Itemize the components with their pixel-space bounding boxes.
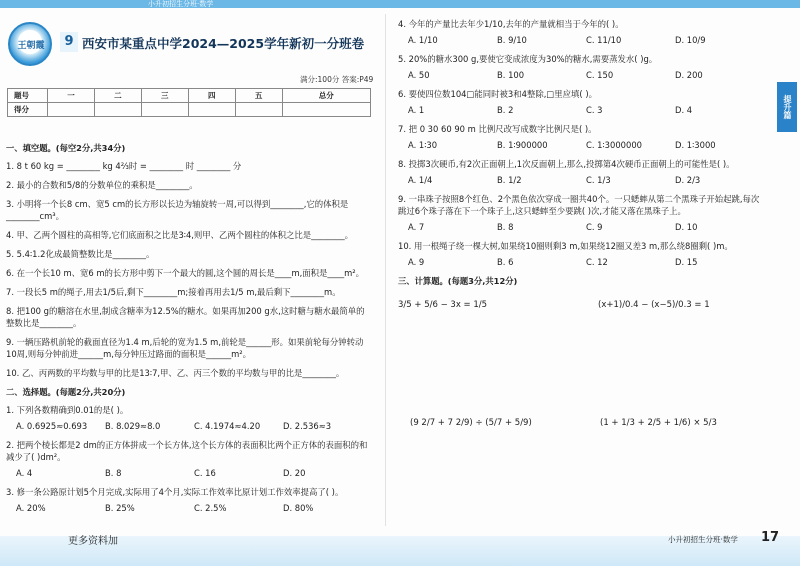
section-title: 三、计算题。(每题3分,共12分) (398, 276, 518, 286)
option[interactable]: A. 9 (408, 257, 425, 267)
column-divider (385, 14, 386, 526)
option[interactable]: C. 150 (586, 70, 614, 80)
question: 3. 小明将一个长8 cm、宽5 cm的长方形以长边为轴旋转一周,可以得到________,它的体积是________cm³。 (6, 199, 349, 221)
right-column (398, 18, 764, 293)
option[interactable]: C. 9 (586, 222, 603, 232)
score-header-row (8, 89, 371, 103)
option[interactable]: A. 1/4 (408, 175, 433, 185)
option[interactable]: C. 2.5% (194, 503, 227, 513)
option[interactable]: A. 1/10 (408, 35, 438, 45)
section-title: 一、填空题。(每空2分,共34分) (6, 143, 126, 153)
options (16, 502, 372, 514)
brand-logo (8, 22, 52, 66)
score-cell: 二 (94, 89, 141, 103)
option[interactable]: D. 20 (283, 468, 306, 478)
question: 10. 乙、丙两数的平均数与甲的比是13∶7,甲、乙、丙三个数的平均数与甲的比是________。 (6, 368, 345, 378)
option[interactable]: D. 2.536≈3 (283, 421, 332, 431)
option[interactable]: B. 1/2 (497, 175, 522, 185)
score-input-cell[interactable] (94, 103, 141, 117)
option[interactable]: C. 16 (194, 468, 216, 478)
options (408, 104, 764, 116)
option[interactable]: A. 0.6925≈0.693 (16, 421, 88, 431)
option[interactable]: C. 4.1974≈4.20 (194, 421, 261, 431)
option[interactable]: B. 100 (497, 70, 525, 80)
option[interactable]: B. 1∶900000 (497, 140, 548, 150)
options (16, 467, 372, 479)
exam-title: 西安市某重点中学2024—2025学年新初一分班卷 (82, 36, 365, 51)
option[interactable]: B. 8.029≈8.0 (105, 421, 161, 431)
options (408, 256, 764, 268)
score-cell: 五 (235, 89, 282, 103)
option[interactable]: B. 6 (497, 257, 514, 267)
option[interactable]: B. 9/10 (497, 35, 527, 45)
options (408, 174, 764, 186)
option[interactable]: D. 2/3 (675, 175, 701, 185)
option[interactable]: D. 200 (675, 70, 703, 80)
calc-problem-3: (9 2/7 + 7 2/9) ÷ (5/7 + 5/9) (410, 418, 532, 428)
score-input-cell[interactable] (282, 103, 370, 117)
score-cell: 一 (48, 89, 95, 103)
option[interactable]: D. 15 (675, 257, 698, 267)
footer-left-text: 更多资料加 (68, 536, 118, 547)
page-number: 17 (761, 530, 780, 545)
option[interactable]: C. 11/10 (586, 35, 622, 45)
option[interactable]: D. 10/9 (675, 35, 706, 45)
option[interactable]: D. 4 (675, 105, 693, 115)
question: 8. 把100 g的糖溶在水里,制成含糖率为12.5%的糖水。如果再加200 g水,这时糖与糖水最简单的整数比是________。 (6, 306, 365, 328)
option[interactable]: D. 80% (283, 503, 314, 513)
option[interactable]: A. 20% (16, 503, 46, 513)
exam-number: 9 (60, 32, 78, 52)
question: 9. 一串珠子按照8个红色、2个黑色依次穿成一圈共40个。一只蟋蟀从第二个黑珠子开始起跳,每次跳过6个珠子落在下一个珠子上,这只蟋蟀至少要跳( )次,才能又落在黑珠子上。 (398, 194, 760, 216)
question: 6. 要使四位数104□能同时被3和4整除,□里应填( )。 (398, 89, 597, 99)
option[interactable]: A. 1 (408, 105, 425, 115)
left-column (6, 140, 372, 521)
question: 7. 一段长5 m的绳子,用去1/5后,剩下________m;接着再用去1/5 m,最后剩下________m。 (6, 287, 341, 297)
footer-right-text: 小升初招生分班·数学 (668, 535, 738, 544)
score-cell: 题号 (8, 89, 48, 103)
option[interactable]: B. 8 (497, 222, 514, 232)
option[interactable]: C. 1∶3000000 (586, 140, 642, 150)
option[interactable]: B. 25% (105, 503, 135, 513)
option[interactable]: C. 12 (586, 257, 608, 267)
score-cell: 得分 (8, 103, 48, 117)
score-input-cell[interactable] (141, 103, 188, 117)
question: 4. 今年的产量比去年少1/10,去年的产量就相当于今年的( )。 (398, 19, 624, 29)
options (408, 221, 764, 233)
option[interactable]: B. 8 (105, 468, 122, 478)
option[interactable]: C. 3 (586, 105, 603, 115)
question: 1. 下列各数精确到0.01的是( )。 (6, 405, 129, 415)
question: 1. 8 t 60 kg = ________ kg 4⅔时 = ________ 时 ________ 分 (6, 161, 242, 171)
question: 5. 5.4∶1.2化成最简整数比是________。 (6, 249, 155, 259)
question: 9. 一辆压路机前轮的截面直径为1.4 m,后轮的宽为1.5 m,前轮是______形。如果前轮每分钟转动10周,则每分钟前进______m,每分钟压过路面的面积是______m²。 (6, 337, 364, 359)
section-title: 二、选择题。(每题2分,共20分) (6, 387, 126, 397)
score-cell: 三 (141, 89, 188, 103)
question: 7. 把 0 30 60 90 m 比例尺改写成数字比例尺是( )。 (398, 124, 597, 134)
question: 8. 投掷3次硬币,有2次正面朝上,1次反面朝上,那么,投掷第4次硬币正面朝上的可能性是( )。 (398, 159, 735, 169)
option[interactable]: D. 10 (675, 222, 698, 232)
exam-header (56, 32, 370, 60)
options (408, 34, 764, 46)
question: 10. 用一根绳子绕一棵大树,如果绕10圈则剩3 m,如果绕12圈又差3 m,那么绕8圈剩( )m。 (398, 241, 733, 251)
options (408, 139, 764, 151)
question: 2. 把两个棱长都是2 dm的正方体拼成一个长方体,这个长方体的表面积比两个正方体的表面积的和减少了( )dm²。 (6, 440, 368, 462)
score-input-cell[interactable] (48, 103, 95, 117)
option[interactable]: A. 1∶30 (408, 140, 438, 150)
option[interactable]: A. 7 (408, 222, 425, 232)
options (408, 69, 764, 81)
question: 4. 甲、乙两个圆柱的高相等,它们底面积之比是3∶4,则甲、乙两个圆柱的体积之比是________。 (6, 230, 354, 240)
question: 5. 20%的糖水300 g,要使它变成浓度为30%的糖水,需要蒸发水( )g。 (398, 54, 658, 64)
calc-problem-2: (x+1)/0.4 − (x−5)/0.3 = 1 (598, 300, 710, 310)
side-tab: 提升篇 (777, 82, 797, 132)
top-banner-text: 小升初招生分班·数学 (148, 0, 214, 8)
option[interactable]: A. 50 (408, 70, 430, 80)
calc-problem-1: 3/5 + 5/6 − 3x = 1/5 (398, 300, 488, 310)
question: 2. 最小的合数和5/8的分数单位的乘积是________。 (6, 180, 198, 190)
option[interactable]: D. 1∶3000 (675, 140, 716, 150)
calc-problem-4: (1 + 1/3 + 2/5 + 1/6) × 5/3 (600, 418, 717, 428)
brand-logo-text: 王朝霞 (17, 41, 45, 51)
score-cell: 四 (188, 89, 235, 103)
option[interactable]: B. 2 (497, 105, 514, 115)
question: 6. 在一个长10 m、宽6 m的长方形中剪下一个最大的圆,这个圆的周长是____m,面积是____m²。 (6, 268, 365, 278)
score-input-cell[interactable] (188, 103, 235, 117)
score-table (7, 88, 371, 117)
score-cell: 总分 (282, 89, 370, 103)
top-banner (0, 0, 800, 8)
option[interactable]: A. 4 (16, 468, 33, 478)
score-value-row (8, 103, 371, 117)
options (16, 420, 372, 432)
question: 3. 修一条公路原计划5个月完成,实际用了4个月,实际工作效率比原计划工作效率提高了( )。 (6, 487, 344, 497)
score-input-cell[interactable] (235, 103, 282, 117)
option[interactable]: C. 1/3 (586, 175, 611, 185)
exam-meta: 满分:100分 答案:P49 (300, 75, 374, 84)
